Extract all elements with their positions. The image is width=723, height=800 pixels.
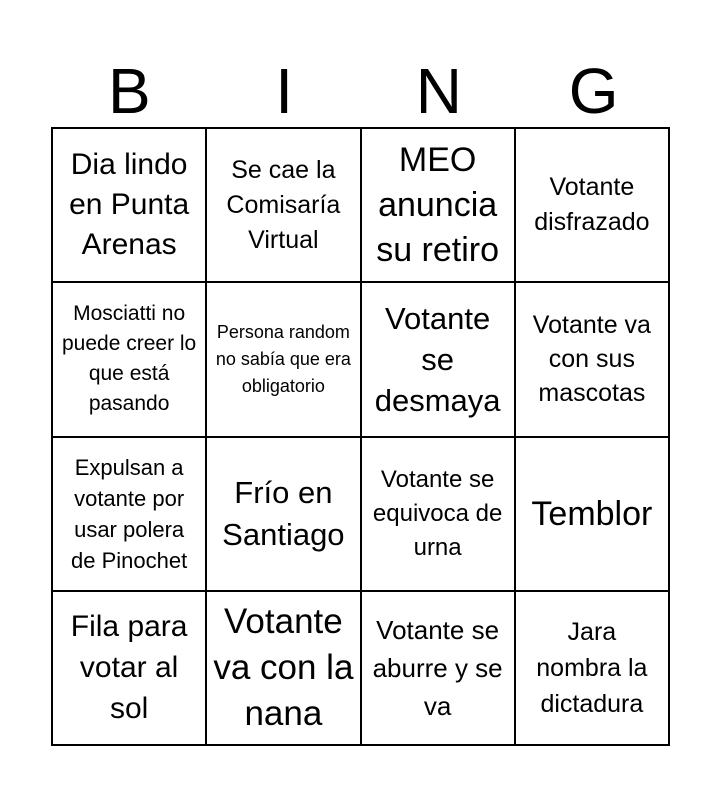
bingo-cell[interactable] xyxy=(207,438,361,592)
bingo-cell[interactable] xyxy=(362,438,516,592)
bingo-cell[interactable] xyxy=(516,592,670,746)
header-letter-n: N xyxy=(415,55,462,127)
bingo-cell[interactable] xyxy=(53,129,207,283)
bingo-cell[interactable] xyxy=(516,129,670,283)
header-letter-i: I xyxy=(275,55,294,127)
cell-text: Votante se aburre y se va xyxy=(372,614,503,721)
bingo-header xyxy=(52,55,671,127)
bingo-cell[interactable] xyxy=(362,129,516,283)
bingo-cell[interactable] xyxy=(53,438,207,592)
bingo-cell[interactable] xyxy=(207,592,361,746)
cell-text: MEO anuncia su retiro xyxy=(376,140,500,269)
cell-text: Fila para votar al sol xyxy=(70,610,188,726)
bingo-cell[interactable] xyxy=(516,438,670,592)
cell-text: Se cae la Comisaría Virtual xyxy=(226,155,341,254)
cell-text: Votante se equivoca de urna xyxy=(372,465,503,561)
cell-text: Jara nombra la dictadura xyxy=(536,617,648,718)
cell-text: Mosciatti no puede creer lo que está pasando xyxy=(61,302,197,416)
bingo-cell[interactable] xyxy=(53,592,207,746)
cell-text: Votante va con sus mascotas xyxy=(532,311,651,408)
header-letter-g: G xyxy=(568,55,619,127)
cell-text: Votante va con la nana xyxy=(213,601,354,733)
bingo-cell[interactable] xyxy=(362,283,516,437)
cell-text: Votante se desmaya xyxy=(374,300,501,418)
cell-text: Persona random no sabía que era obligatorio xyxy=(215,321,351,396)
cell-text: Dia lindo en Punta Arenas xyxy=(69,148,190,262)
header-letter-b: B xyxy=(108,55,151,127)
cell-text: Votante disfrazado xyxy=(534,173,650,237)
cell-text: Expulsan a votante por usar polera de Pinochet xyxy=(71,454,188,573)
bingo-cell[interactable] xyxy=(207,283,361,437)
bingo-cell[interactable] xyxy=(207,129,361,283)
bingo-cell[interactable] xyxy=(516,283,670,437)
bingo-cell[interactable] xyxy=(362,592,516,746)
cell-text: Temblor xyxy=(531,494,653,533)
cell-text: Frío en Santiago xyxy=(222,474,345,552)
bingo-cell[interactable] xyxy=(53,283,207,437)
bingo-board xyxy=(51,127,670,746)
